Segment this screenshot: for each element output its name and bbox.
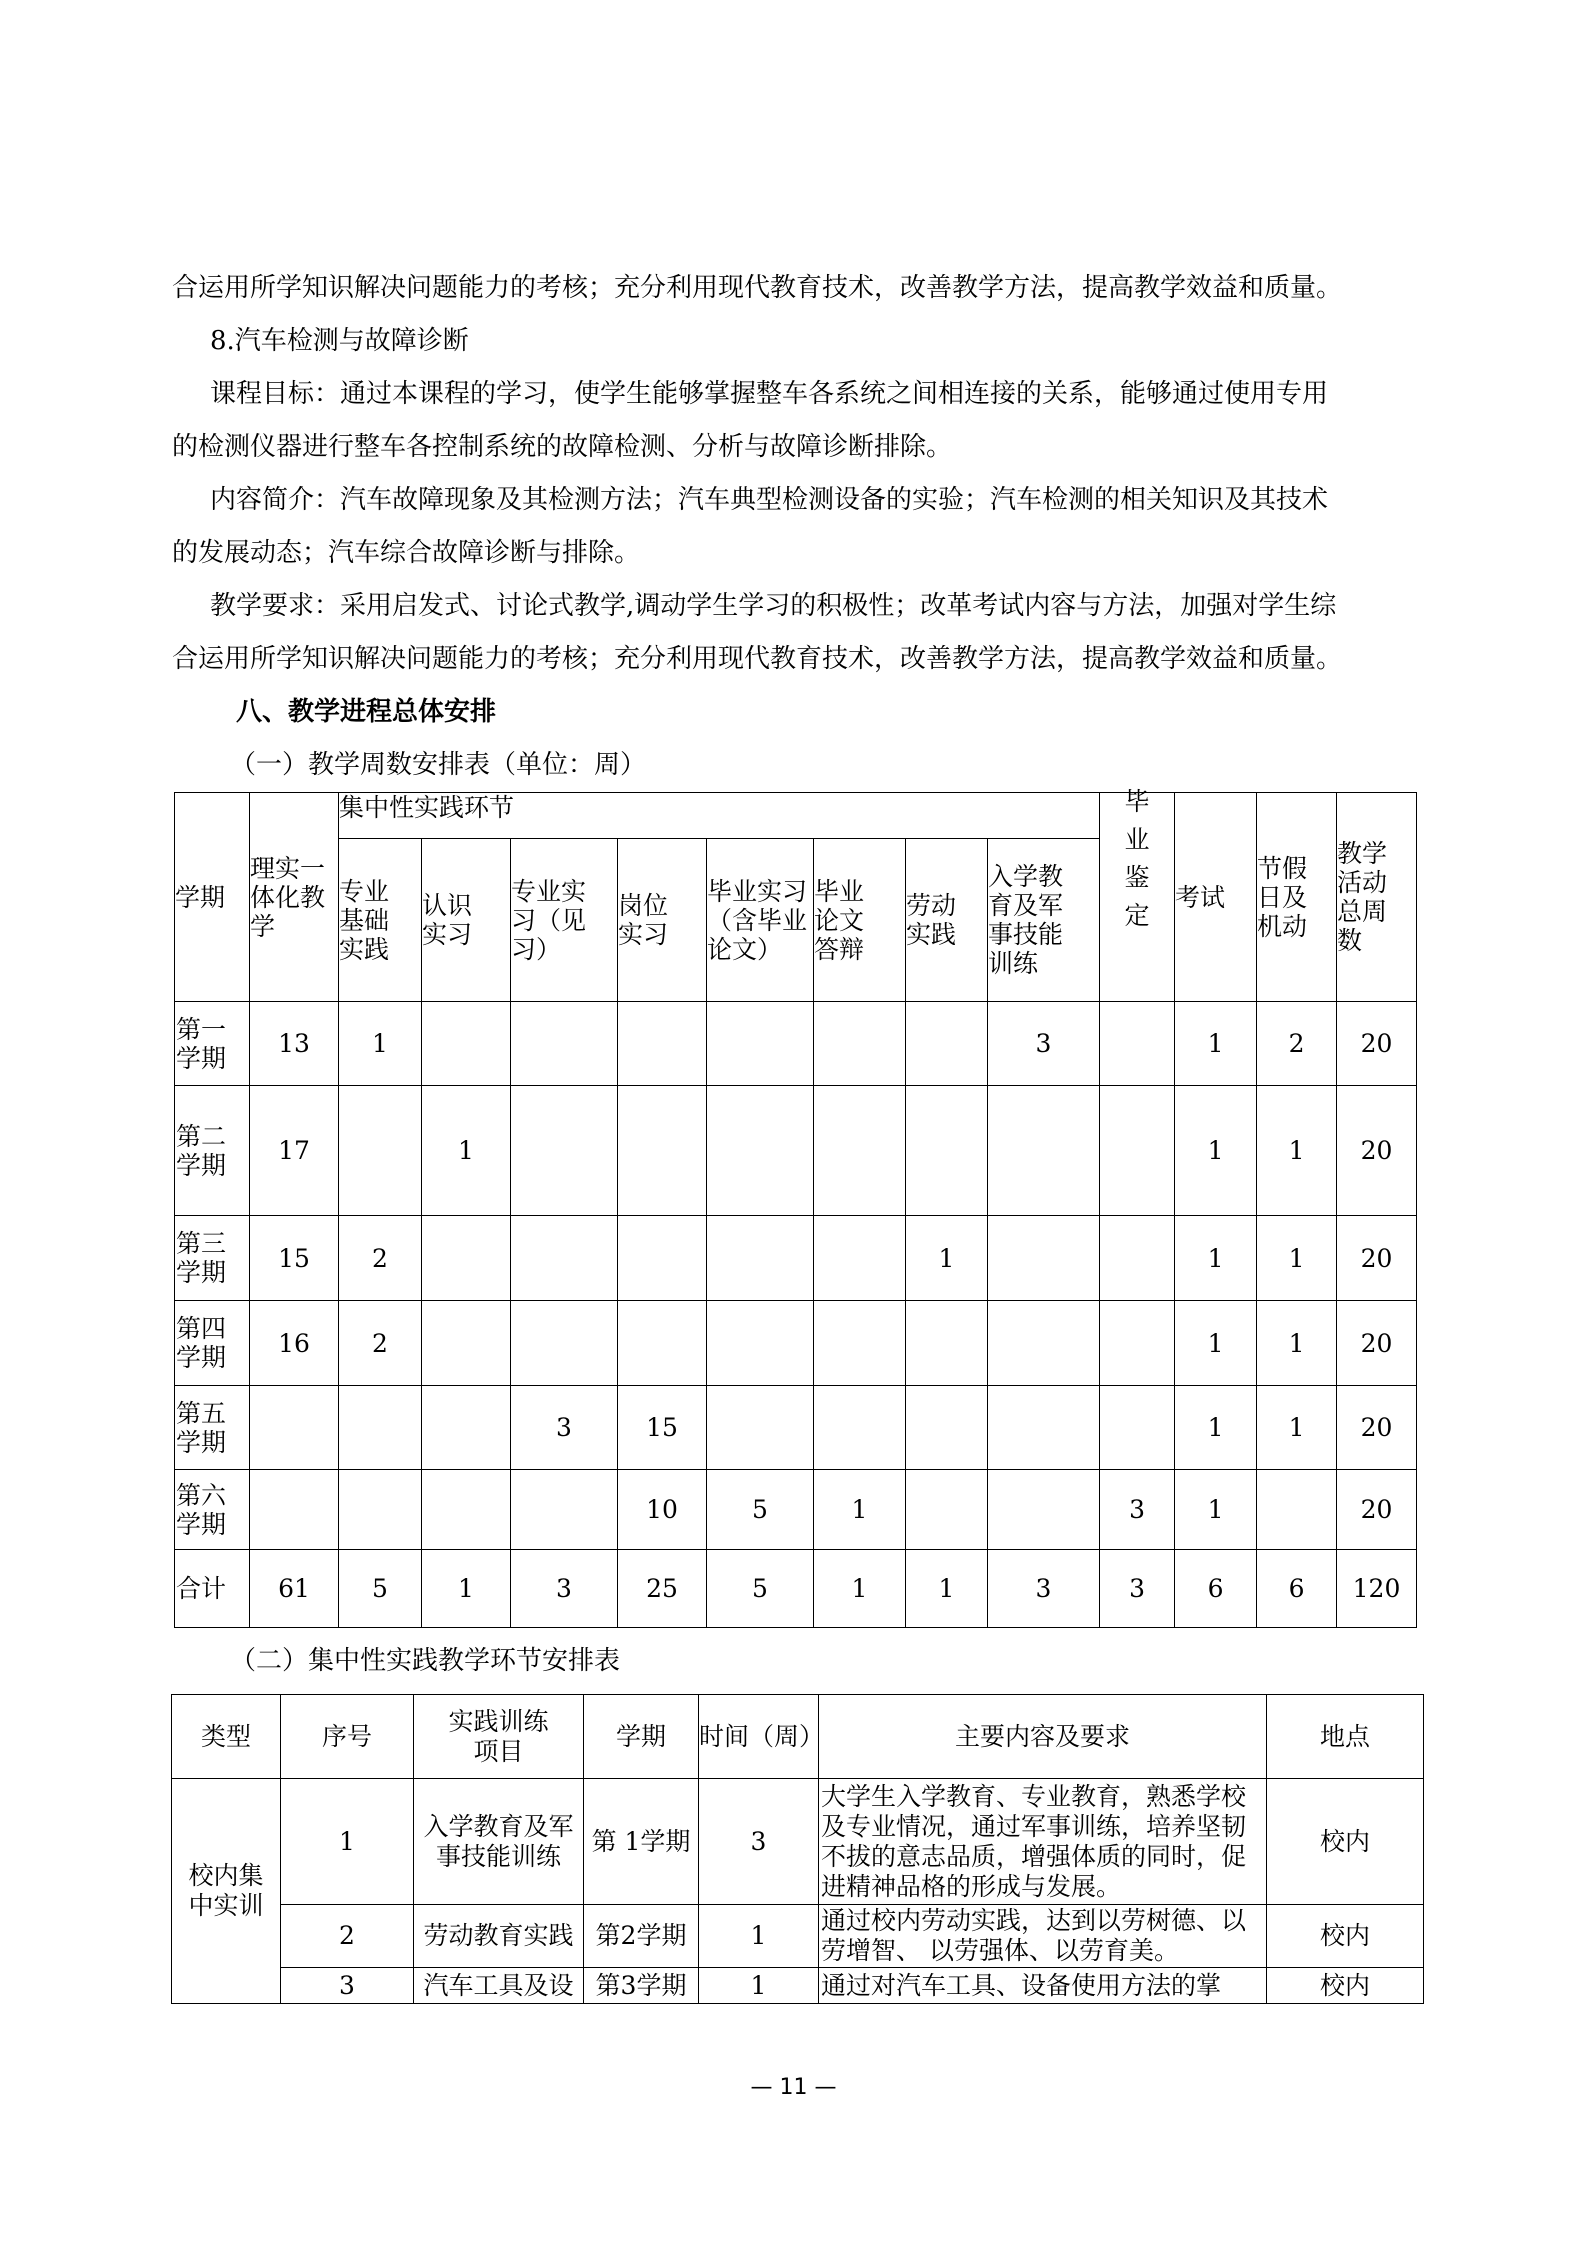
header-term: 学期 bbox=[584, 1695, 699, 1779]
cell-value bbox=[814, 1386, 906, 1470]
cell-value: 20 bbox=[1337, 1086, 1417, 1216]
table-row bbox=[175, 1470, 1417, 1550]
cell-place: 校内 bbox=[1267, 1905, 1424, 1968]
cell-value bbox=[814, 1216, 906, 1301]
cell-value bbox=[906, 1086, 988, 1216]
header-practice-col: 劳动实践 bbox=[906, 839, 988, 1002]
cell-value: 3 bbox=[1100, 1550, 1175, 1628]
cell-value bbox=[422, 1470, 511, 1550]
paragraph-line: 课程目标：通过本课程的学习，使学生能够掌握整车各系统之间相连接的关系，能够通过使用专用 bbox=[210, 379, 1329, 409]
cell-value bbox=[988, 1470, 1100, 1550]
paragraph-line: 的发展动态；汽车综合故障诊断与排除。 bbox=[172, 538, 641, 568]
cell-no: 3 bbox=[281, 1968, 414, 2004]
cell-content: 通过校内劳动实践，达到以劳树德、以劳增智、 以劳强体、以劳育美。 bbox=[819, 1905, 1267, 1968]
cell-value: 3 bbox=[511, 1550, 618, 1628]
header-practice-group: 集中性实践环节 bbox=[339, 793, 1100, 839]
cell-value: 2 bbox=[1257, 1002, 1337, 1086]
table-row bbox=[175, 1002, 1417, 1086]
semester-label: 第一学期 bbox=[175, 1002, 250, 1086]
header-content: 主要内容及要求 bbox=[819, 1695, 1267, 1779]
semester-label: 合计 bbox=[175, 1550, 250, 1628]
semester-label: 第五学期 bbox=[175, 1386, 250, 1470]
cell-value bbox=[339, 1470, 422, 1550]
paragraph-line: 教学要求：采用启发式、讨论式教学,调动学生学习的积极性；改革考试内容与方法，加强对学生综 bbox=[210, 591, 1337, 621]
practice-arrangement-table bbox=[171, 1694, 1424, 2004]
cell-value bbox=[339, 1086, 422, 1216]
paragraph-line: 的检测仪器进行整车各控制系统的故障检测、分析与故障诊断排除。 bbox=[172, 432, 953, 462]
cell-value: 1 bbox=[1257, 1086, 1337, 1216]
cell-value: 2 bbox=[339, 1301, 422, 1386]
cell-value: 20 bbox=[1337, 1002, 1417, 1086]
table-row bbox=[172, 1968, 1424, 2004]
cell-value bbox=[618, 1301, 707, 1386]
cell-value bbox=[988, 1086, 1100, 1216]
cell-value: 17 bbox=[250, 1086, 339, 1216]
cell-value: 1 bbox=[814, 1470, 906, 1550]
cell-value bbox=[1100, 1301, 1175, 1386]
cell-value bbox=[906, 1002, 988, 1086]
cell-value: 1 bbox=[1175, 1470, 1257, 1550]
cell-value: 1 bbox=[1257, 1386, 1337, 1470]
cell-value: 20 bbox=[1337, 1470, 1417, 1550]
header-practice-col: 毕业论文答辩 bbox=[814, 839, 906, 1002]
cell-value bbox=[707, 1002, 814, 1086]
paragraph-line: 合运用所学知识解决问题能力的考核；充分利用现代教育技术，改善教学方法，提高教学效益和质量。 bbox=[172, 644, 1343, 674]
cell-value bbox=[250, 1470, 339, 1550]
cell-value: 1 bbox=[422, 1086, 511, 1216]
semester-label: 第二学期 bbox=[175, 1086, 250, 1216]
cell-weeks: 1 bbox=[699, 1905, 819, 1968]
semester-label: 第三学期 bbox=[175, 1216, 250, 1301]
cell-value: 20 bbox=[1337, 1386, 1417, 1470]
cell-value: 1 bbox=[1175, 1301, 1257, 1386]
cell-value: 61 bbox=[250, 1550, 339, 1628]
cell-value bbox=[707, 1216, 814, 1301]
cell-value: 2 bbox=[339, 1216, 422, 1301]
header-holiday: 节假日及机动 bbox=[1257, 793, 1337, 1002]
paragraph-line: 内容简介：汽车故障现象及其检测方法；汽车典型检测设备的实验；汽车检测的相关知识及其技术 bbox=[210, 485, 1329, 515]
header-practice-col: 毕业实习（含毕业论文） bbox=[707, 839, 814, 1002]
cell-value: 16 bbox=[250, 1301, 339, 1386]
cell-value bbox=[618, 1086, 707, 1216]
cell-no: 1 bbox=[281, 1779, 414, 1905]
cell-value bbox=[618, 1002, 707, 1086]
cell-value: 20 bbox=[1337, 1301, 1417, 1386]
cell-item: 入学教育及军事技能训练 bbox=[414, 1779, 584, 1905]
cell-value: 1 bbox=[814, 1550, 906, 1628]
header-theory: 理实一体化教学 bbox=[250, 793, 339, 1002]
cell-value bbox=[814, 1086, 906, 1216]
cell-value: 1 bbox=[906, 1550, 988, 1628]
cell-value bbox=[707, 1301, 814, 1386]
page-number: — 11 — bbox=[750, 2075, 837, 2100]
header-place: 地点 bbox=[1267, 1695, 1424, 1779]
cell-value: 3 bbox=[988, 1550, 1100, 1628]
cell-value: 15 bbox=[618, 1386, 707, 1470]
header-type: 类型 bbox=[172, 1695, 281, 1779]
header-item: 实践训练项目 bbox=[414, 1695, 584, 1779]
cell-value bbox=[906, 1470, 988, 1550]
cell-value: 3 bbox=[511, 1386, 618, 1470]
cell-value bbox=[1100, 1216, 1175, 1301]
cell-value bbox=[511, 1470, 618, 1550]
cell-weeks: 1 bbox=[699, 1968, 819, 2004]
cell-place: 校内 bbox=[1267, 1968, 1424, 2004]
cell-value: 1 bbox=[1257, 1216, 1337, 1301]
cell-value bbox=[511, 1216, 618, 1301]
cell-term: 第2学期 bbox=[584, 1905, 699, 1968]
cell-value bbox=[250, 1386, 339, 1470]
cell-value: 1 bbox=[1175, 1216, 1257, 1301]
cell-content: 通过对汽车工具、设备使用方法的掌 bbox=[819, 1968, 1267, 2004]
cell-value bbox=[618, 1216, 707, 1301]
header-practice-col: 入学教育及军事技能训练 bbox=[988, 839, 1100, 1002]
header-practice-col: 专业实习（见习） bbox=[511, 839, 618, 1002]
table-row bbox=[172, 1905, 1424, 1968]
cell-value bbox=[422, 1002, 511, 1086]
table-row bbox=[175, 1086, 1417, 1216]
cell-value: 10 bbox=[618, 1470, 707, 1550]
cell-value bbox=[1100, 1086, 1175, 1216]
cell-value: 1 bbox=[1175, 1386, 1257, 1470]
cell-value: 120 bbox=[1337, 1550, 1417, 1628]
cell-value bbox=[988, 1386, 1100, 1470]
cell-value: 5 bbox=[707, 1470, 814, 1550]
cell-value: 5 bbox=[707, 1550, 814, 1628]
table2-caption: （二）集中性实践教学环节安排表 bbox=[230, 1646, 621, 1676]
cell-value: 1 bbox=[339, 1002, 422, 1086]
cell-value bbox=[707, 1086, 814, 1216]
table1-caption: （一）教学周数安排表（单位：周） bbox=[230, 750, 647, 780]
cell-value bbox=[422, 1386, 511, 1470]
table-row bbox=[175, 1386, 1417, 1470]
header-semester: 学期 bbox=[175, 793, 250, 1002]
cell-value: 1 bbox=[1257, 1301, 1337, 1386]
cell-value bbox=[422, 1301, 511, 1386]
cell-value: 1 bbox=[906, 1216, 988, 1301]
cell-value bbox=[906, 1301, 988, 1386]
cell-term: 第 1学期 bbox=[584, 1779, 699, 1905]
cell-value: 25 bbox=[618, 1550, 707, 1628]
weeks-schedule-table bbox=[174, 787, 1417, 1628]
cell-value: 1 bbox=[1175, 1086, 1257, 1216]
cell-value bbox=[511, 1086, 618, 1216]
cell-value bbox=[422, 1216, 511, 1301]
cell-value: 6 bbox=[1175, 1550, 1257, 1628]
cell-value: 15 bbox=[250, 1216, 339, 1301]
cell-value: 1 bbox=[422, 1550, 511, 1628]
cell-no: 2 bbox=[281, 1905, 414, 1968]
header-practice-col: 认识实习 bbox=[422, 839, 511, 1002]
header-exam: 考试 bbox=[1175, 793, 1257, 1002]
semester-label: 第六学期 bbox=[175, 1470, 250, 1550]
cell-value: 20 bbox=[1337, 1216, 1417, 1301]
cell-value bbox=[1257, 1470, 1337, 1550]
table-row bbox=[172, 1779, 1424, 1905]
header-practice-col: 专业基础实践 bbox=[339, 839, 422, 1002]
cell-weeks: 3 bbox=[699, 1779, 819, 1905]
cell-value bbox=[339, 1386, 422, 1470]
table-row bbox=[175, 1301, 1417, 1386]
cell-value: 3 bbox=[988, 1002, 1100, 1086]
paragraph-line: 合运用所学知识解决问题能力的考核；充分利用现代教育技术，改善教学方法，提高教学效益和质量。 bbox=[172, 273, 1343, 303]
cell-value: 1 bbox=[1175, 1002, 1257, 1086]
cell-content: 大学生入学教育、专业教育，熟悉学校及专业情况，通过军事训练，培养坚韧不拔的意志品质，增强体质的同时，促进精神品格的形成与发展。 bbox=[819, 1779, 1267, 1905]
section-heading: 八、教学进程总体安排 bbox=[236, 697, 497, 727]
course-title: 8.汽车检测与故障诊断 bbox=[210, 326, 469, 356]
header-practice-col: 岗位实习 bbox=[618, 839, 707, 1002]
cell-item: 汽车工具及设 bbox=[414, 1968, 584, 2004]
group-label: 校内集中实训 bbox=[172, 1779, 281, 2004]
cell-value: 6 bbox=[1257, 1550, 1337, 1628]
cell-value bbox=[511, 1301, 618, 1386]
cell-term: 第3学期 bbox=[584, 1968, 699, 2004]
header-weeks: 时间（周） bbox=[699, 1695, 819, 1779]
header-no: 序号 bbox=[281, 1695, 414, 1779]
table-row bbox=[175, 1550, 1417, 1628]
cell-value: 13 bbox=[250, 1002, 339, 1086]
cell-value: 5 bbox=[339, 1550, 422, 1628]
cell-value: 3 bbox=[1100, 1470, 1175, 1550]
cell-value bbox=[988, 1301, 1100, 1386]
cell-item: 劳动教育实践 bbox=[414, 1905, 584, 1968]
cell-value bbox=[707, 1386, 814, 1470]
cell-value bbox=[1100, 1002, 1175, 1086]
table-row bbox=[175, 1216, 1417, 1301]
cell-value bbox=[988, 1216, 1100, 1301]
header-graduation: 毕业鉴定 bbox=[1100, 793, 1175, 1002]
cell-value bbox=[814, 1002, 906, 1086]
header-total: 教学活动总周数 bbox=[1337, 793, 1417, 1002]
semester-label: 第四学期 bbox=[175, 1301, 250, 1386]
cell-value bbox=[1100, 1386, 1175, 1470]
cell-value bbox=[511, 1002, 618, 1086]
cell-value bbox=[814, 1301, 906, 1386]
cell-value bbox=[906, 1386, 988, 1470]
cell-place: 校内 bbox=[1267, 1779, 1424, 1905]
